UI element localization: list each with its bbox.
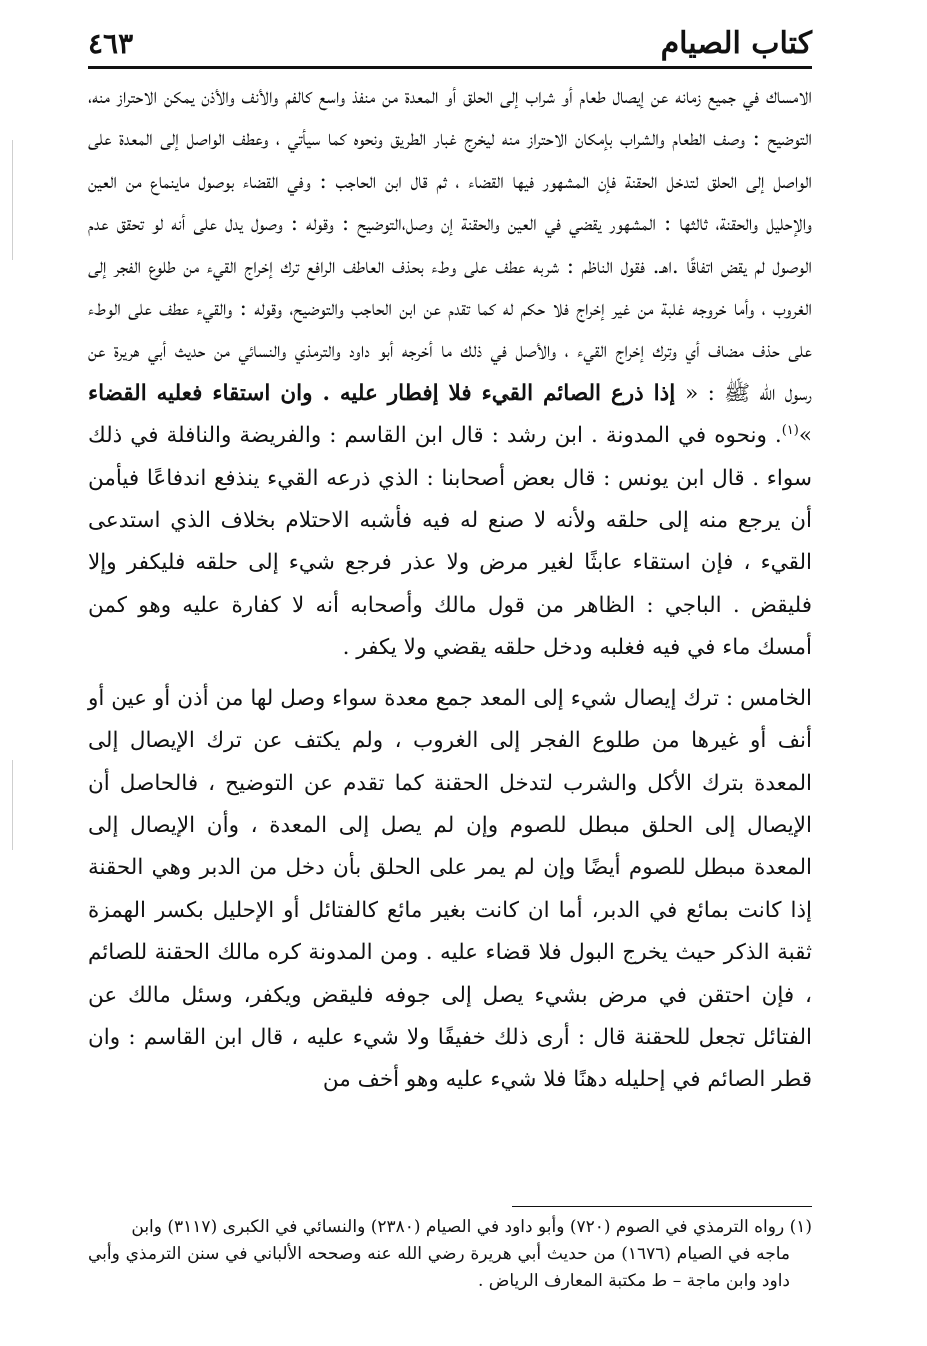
scan-edge-mark bbox=[12, 140, 13, 260]
footnote-1-continuation: ماجه في الصيام (١٦٧٦) من حديث أبي هريرة رضي الله عنه وصححه الألباني في سنن الترمذي وأبي داود وابن ماجة – ط مكتبة المعارف الرياض . bbox=[88, 1244, 791, 1291]
paragraph-2: الخامس : ترك إيصال شيء إلى المعد جمع معدة سواء وصل لها من أذن أو عين أو أنف أو غيرها من طلوع الفجر إلى الغروب ، ولم يكتف عن ترك الإيصال إلى المعدة بترك الأكل والشرب لتدخل الحقنة كما تقدم عن التوضيح ، فالحاصل أن الإيصال إلى الحلق مبطل للصوم وإن لم يصل إلى المعدة ، وأن الإيصال إلى المعدة مبطل للصوم أيضًا وإن لم يمر على الحلق بأن دخل من الدبر وهي الحقنة إذا كانت بمائع في الدبر، أما ان كانت بغير مائع كالفتائل أو الإحليل بكسر الهمزة ثقبة الذكر حيث يخرج البول فلا قضاء عليه . ومن المدونة كره مالك الحقنة للصائم ، فإن احتقن في مرض بشيء يصل إلى جوفه فليقض ويكفر، وسئل مالك عن الفتائل تجعل للحقنة قال : أرى ذلك خفيفًا ولا شيء عليه ، قال ابن القاسم : وان قطر الصائم في إحليله دهنًا فلا شيء عليه وهو أخف من bbox=[88, 685, 812, 1093]
footnotes bbox=[88, 1214, 812, 1295]
paragraph-1-part-2: . ونحوه في المدونة . ابن رشد : قال ابن القاسم : والفريضة والنافلة في ذلك سواء . قال ابن يونس : قال بعض أصحابنا : الذي ذرعه القيء ينذفع اندفاعًا فيأمن أن يرجع منه إلى حلقه ولأنه لا صنع له فيه فأشبه الاحتلام بخلاف الذي استدعى القيء ، فإن استقاء عابثًا لغير مرض ولا عذر فرجع شيء إلى حلقه فليكفر وإلا فليقض . الباجي : الظاهر من قول مالك وأصحابه أنه لا كفارة عليه وهو كمن أمسك ماء في فيه فغلبه ودخل حلقه يقضي ولا يكفر . bbox=[88, 423, 812, 661]
paragraph-1 bbox=[88, 76, 812, 670]
quote-close: » bbox=[798, 423, 812, 449]
page-number: ٤٦٣ bbox=[88, 27, 134, 60]
scan-edge-mark bbox=[12, 760, 13, 850]
footnote-1-line-1: (١) رواه الترمذي في الصوم (٧٢٠) وأبو داود في الصيام (٢٣٨٠) والنسائي في الكبرى (٣١١٧) وابن bbox=[131, 1217, 812, 1237]
main-text bbox=[88, 76, 812, 1102]
running-title: كتاب الصيام bbox=[660, 26, 812, 61]
paragraph-1-part-1: الامساك في جميع زمانه عن إيصال طعام أو شراب إلى الحلق أو المعدة من منفذ واسع كالفم والأنف والأذن يمكن الاحتراز منه، التوضيح : وصف الطعام والشراب بإمكان الاحتراز منه ليخرج غبار الطريق ونحوه كما سيأتي ، وعطف الواصل إلى المعدة على الواصل إلى الحلق لتدخل الحقنة فإن المشهور فيها القضاء ، ثم قال ابن الحاجب : وفي القضاء بوصول ماينماع من العين والإحليل والحقنة، ثالثها : المشهور يقضي في العين والحقنة إن وصل،التوضيح : وقوله : وصول يدل على أنه لو تحقق عدم الوصول لم يقض اتفاقًا .اهـ. فقول الناظم : شربه عطف على وطء بحذف العاطف الرافع ترك إخراج القيء من طلوع الفجر إلى الغروب ، وأما خروجه غلبة من غير إخراج فلا حكم له كما تقدم عن ابن الحاجب والتوضيح، وقوله : والقيء عطف على الوطء على حذف مضاف أي وترك إخراج القيء ، والأصل في ذلك ما أخرجه أبو داود والترمذي والنسائي من حديث أبي هريرة عن رسول الله ﷺ : « bbox=[88, 84, 812, 406]
hadith-quote: إذا ذرع الصائم القيء فلا إفطار عليه . وان استقاء فعليه القضاء bbox=[88, 380, 686, 406]
page-header bbox=[88, 22, 812, 66]
header-rule bbox=[88, 66, 812, 69]
footnote-rule bbox=[512, 1206, 812, 1207]
footnote-ref-1[interactable]: (١) bbox=[781, 423, 799, 439]
